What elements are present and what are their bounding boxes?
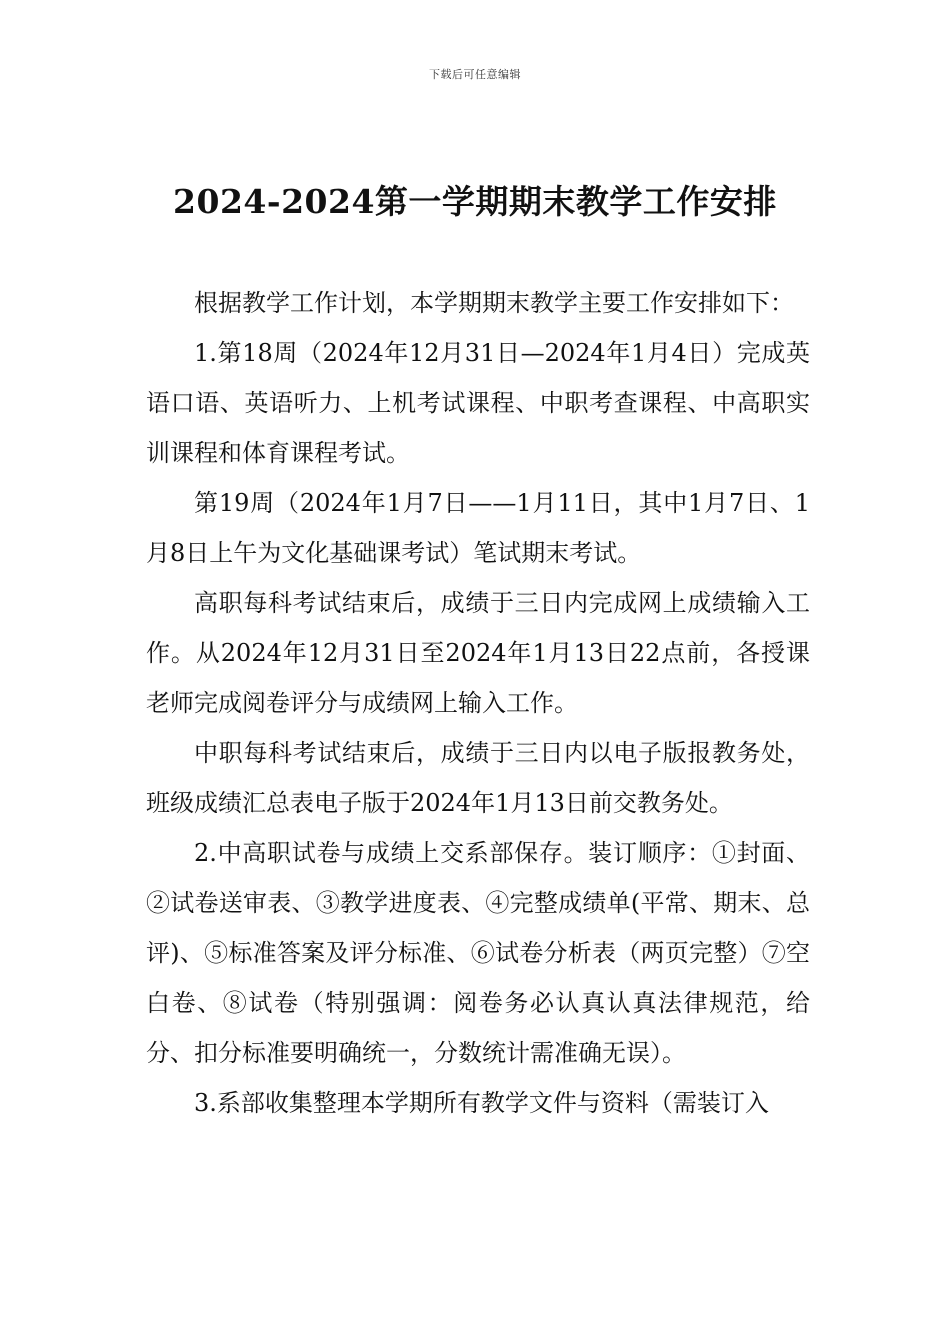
paragraph-week-19: 第19周（2024年1月7日——1月11日，其中1月7日、1月8日上午为文化基础课考试）笔试期末考试。 <box>146 489 810 567</box>
paragraph-secondary-vocational: 中职每科考试结束后，成绩于三日内以电子版报教务处，班级成绩汇总表电子版于2024年1月13日前交教务处。 <box>146 739 810 817</box>
paragraph-item-2: 2.中高职试卷与成绩上交系部保存。装订顺序：①封面、②试卷送审表、③教学进度表、④完整成绩单(平常、期末、总评)、⑤标准答案及评分标准、⑥试卷分析表（两页完整）⑦空白卷、⑧试卷（特别强调：阅卷务必认真认真法律规范，给分、扣分标准要明确统一，分数统计需准确无误）。 <box>146 839 810 1067</box>
header-note: 下载后可任意编辑 <box>429 68 521 81</box>
document-body <box>146 278 810 1128</box>
paragraph-higher-vocational: 高职每科考试结束后，成绩于三日内完成网上成绩输入工作。从2024年12月31日至2024年1月13日22点前，各授课老师完成阅卷评分与成绩网上输入工作。 <box>146 589 810 717</box>
paragraph-item-1: 1.第18周（2024年12月31日—2024年1月4日）完成英语口语、英语听力、上机考试课程、中职考查课程、中高职实训课程和体育课程考试。 <box>146 339 810 467</box>
paragraph-item-3: 3.系部收集整理本学期所有教学文件与资料（需装订入 <box>194 1089 769 1117</box>
paragraph-intro: 根据教学工作计划，本学期期末教学主要工作安排如下： <box>194 289 794 317</box>
document-title: 2024-2024第一学期期末教学工作安排 <box>173 182 777 221</box>
